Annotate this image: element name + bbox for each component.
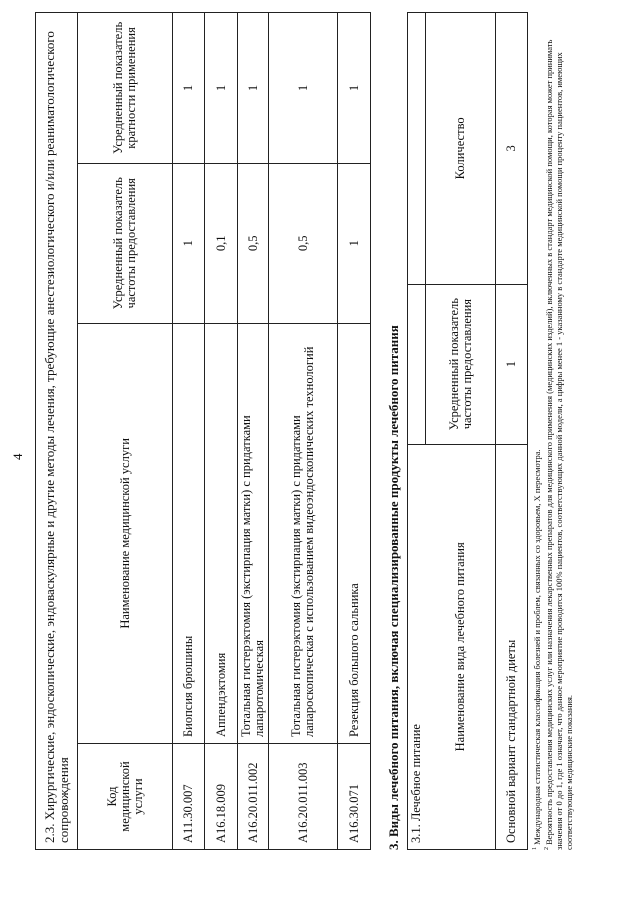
footnote [530, 12, 542, 850]
footnote [542, 12, 574, 850]
nutrition-name: Основной вариант стандартной диеты [496, 444, 528, 849]
nutrition-table [407, 12, 528, 850]
services-table [35, 12, 371, 850]
column-header-quantity: Количество [426, 13, 496, 285]
service-multiplicity: 1 [269, 13, 338, 164]
service-code: A16.20.011.003 [269, 744, 338, 850]
table-row [338, 13, 371, 850]
nutrition-frequency: 1 [496, 284, 528, 444]
service-code: A16.30.071 [338, 744, 371, 850]
service-multiplicity: 1 [238, 13, 269, 164]
table-row [269, 13, 338, 850]
service-name: Аппендэктомия [205, 323, 238, 743]
service-code: A11.30.007 [173, 744, 205, 850]
service-frequency: 0,5 [269, 163, 338, 323]
service-name: Тотальная гистерэктомия (экстирпация матки) с придатками лапаротомическая [238, 323, 269, 743]
footnote-text: Международная статистическая классификация болезней и проблем, связанных со здоровьем, X пересмотра. [531, 449, 542, 847]
service-name: Биопсия брюшины [173, 323, 205, 743]
nutrition-quantity: 3 [496, 13, 528, 285]
section-3-title: 3. Виды лечебного питания, включая специализированные продукты лечебного питания [386, 325, 401, 850]
column-header-code: Код медицинской услуги [78, 744, 173, 850]
page-number: 4 [10, 453, 25, 460]
service-multiplicity: 1 [338, 13, 371, 164]
service-multiplicity: 1 [173, 13, 205, 164]
service-frequency: 1 [338, 163, 371, 323]
footnote-mark: 2 [543, 847, 550, 850]
column-header-service-name: Наименование медицинской услуги [78, 323, 173, 743]
service-frequency: 0,1 [205, 163, 238, 323]
column-header-frequency: Усредненный показатель частоты предоставления [426, 284, 496, 444]
footnotes [530, 12, 574, 850]
service-multiplicity: 1 [205, 13, 238, 164]
service-code: A16.18.009 [205, 744, 238, 850]
service-frequency: 0,5 [238, 163, 269, 323]
service-name: Тотальная гистерэктомия (экстирпация матки) с придатками лапароскопическая с использованием видеоэндоскопических технологий [269, 323, 338, 743]
service-name: Резекция большого сальника [338, 323, 371, 743]
column-header-frequency: Усредненный показатель частоты предоставления [78, 163, 173, 323]
table-row [496, 13, 528, 850]
section-2-3-title: 2.3. Хирургические, эндоскопические, эндоваскулярные и другие методы лечения, требующие анестезиологического и/или реаниматологического сопровождения [36, 13, 78, 850]
service-code: A16.20.011.002 [238, 744, 269, 850]
service-frequency: 1 [173, 163, 205, 323]
table-row [238, 13, 269, 850]
table-row [205, 13, 238, 850]
table-row [173, 13, 205, 850]
column-header-multiplicity: Усредненный показатель кратности применения [78, 13, 173, 164]
footnote-mark: 1 [532, 847, 538, 850]
footnote-text: Вероятность предоставления медицинских услуг или назначения лекарственных препаратов для медицинского применения (медицинских изделий), включенных в стандарт медицинской помощи, которая может принимать значения от 0 до 1, где 1 означает, что данное мероприятие проводится 100% пациентов, соответствующих данной модели, а цифры менее 1 - указанному в стандарте медицинской помощи проценту пациентов, имеющих соответствующие медицинские показания. [543, 39, 574, 850]
column-header-nutrition-name: Наименование вида лечебного питания [426, 444, 496, 849]
section-3-1-title: 3.1. Лечебное питание [408, 444, 426, 849]
